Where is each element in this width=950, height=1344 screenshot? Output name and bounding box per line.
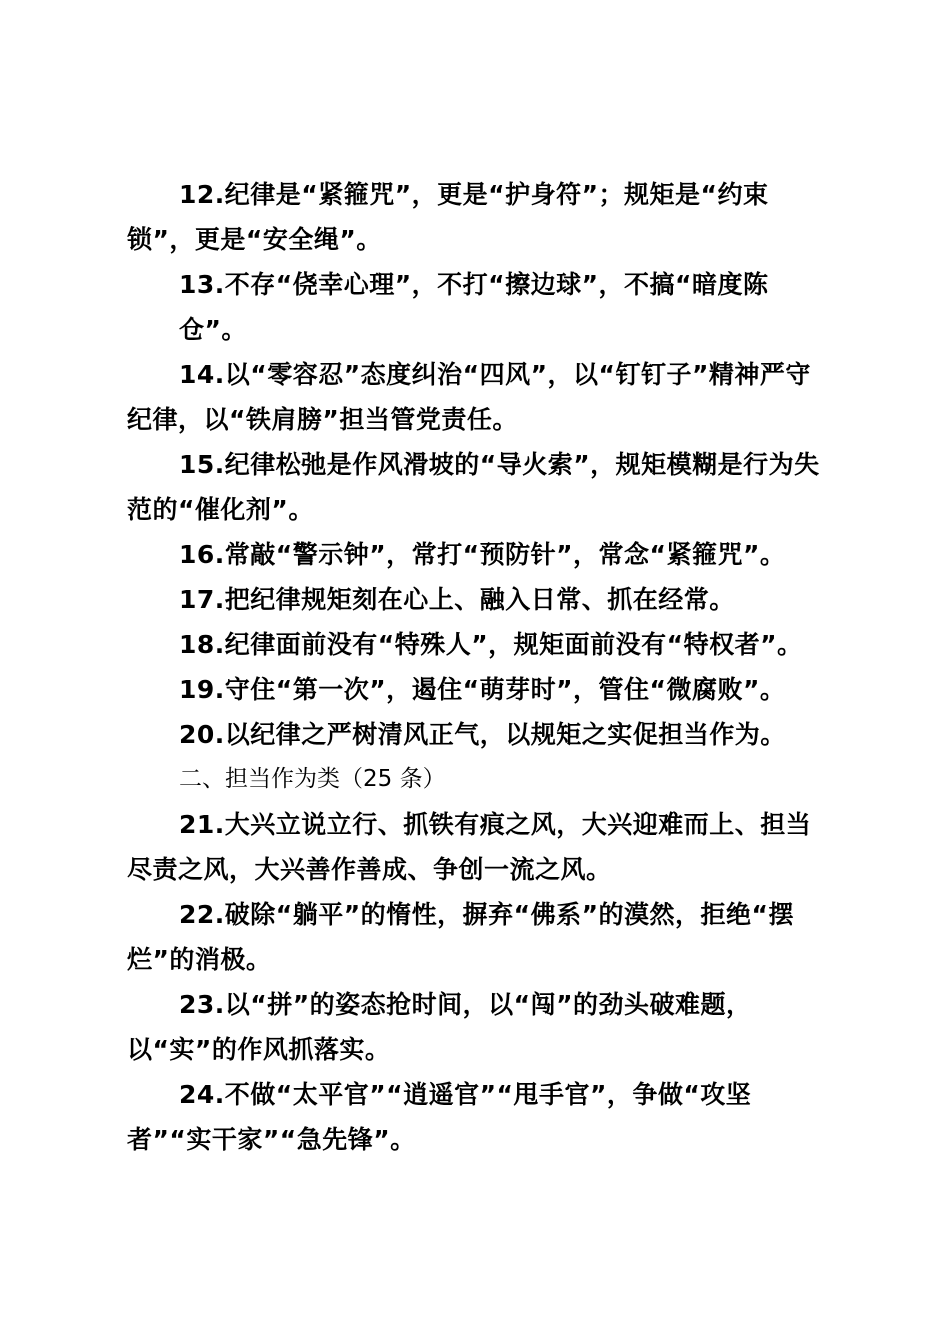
item-23-line-1: 23.以“拼”的姿态抢时间，以“闯”的劲头破难题，: [179, 990, 752, 1019]
item-15-line-1: 15.纪律松弛是作风滑坡的“导火索”，规矩模糊是行为失: [179, 450, 820, 479]
item-17-line-1: 17.把纪律规矩刻在心上、融入日常、抓在经常。: [179, 585, 735, 614]
document-body: [127, 172, 827, 1162]
list-item-21: [127, 802, 827, 892]
list-item-18: [127, 622, 827, 667]
item-24-line-2: 者”“实干家”“急先锋”。: [127, 1125, 416, 1154]
list-item-22: [127, 892, 827, 982]
list-item-24: [127, 1072, 827, 1162]
list-item-17: [127, 577, 827, 622]
item-20-line-1: 20.以纪律之严树清风正气，以规矩之实促担当作为。: [179, 720, 786, 749]
item-18-line-1: 18.纪律面前没有“特殊人”，规矩面前没有“特权者”。: [179, 630, 803, 659]
item-16-line-1: 16.常敲“警示钟”，常打“预防针”，常念“紧箍咒”。: [179, 540, 786, 569]
item-12-line-2: 锁”，更是“安全绳”。: [127, 225, 382, 254]
list-item-16: [127, 532, 827, 577]
item-22-line-1: 22.破除“躺平”的惰性，摒弃“佛系”的漠然，拒绝“摆: [179, 900, 794, 929]
list-item-20: [127, 712, 827, 757]
item-19-line-1: 19.守住“第一次”，遏住“萌芽时”，管住“微腐败”。: [179, 675, 786, 704]
list-item-15: [127, 442, 827, 532]
list-item-12: [127, 172, 827, 262]
item-14-line-1: 14.以“零容忍”态度纠治“四风”，以“钉钉子”精神严守: [179, 360, 811, 389]
item-14-line-2: 纪律，以“铁肩膀”担当管党责任。: [127, 405, 518, 434]
item-24-line-1: 24.不做“太平官”“逍遥官”“甩手官”，争做“攻坚: [179, 1080, 752, 1109]
list-item-14: [127, 352, 827, 442]
item-23-line-2: 以“实”的作风抓落实。: [127, 1035, 391, 1064]
item-22-line-2: 烂”的消极。: [127, 945, 272, 974]
item-21-line-2: 尽责之风，大兴善作善成、争创一流之风。: [127, 855, 612, 884]
list-item-19: [127, 667, 827, 712]
item-12-line-1: 12.纪律是“紧箍咒”，更是“护身符”；规矩是“约束: [179, 180, 769, 209]
section-heading: 二、担当作为类（25 条）: [179, 766, 446, 792]
item-21-line-1: 21.大兴立说立行、抓铁有痕之风，大兴迎难而上、担当: [179, 810, 812, 839]
item-13-line-1: 13.不存“侥幸心理”，不打“擦边球”，不搞“暗度陈仓”。: [179, 270, 769, 344]
list-item-23: [127, 982, 827, 1072]
list-item-13: [127, 262, 827, 352]
item-15-line-2: 范的“催化剂”。: [127, 495, 314, 524]
